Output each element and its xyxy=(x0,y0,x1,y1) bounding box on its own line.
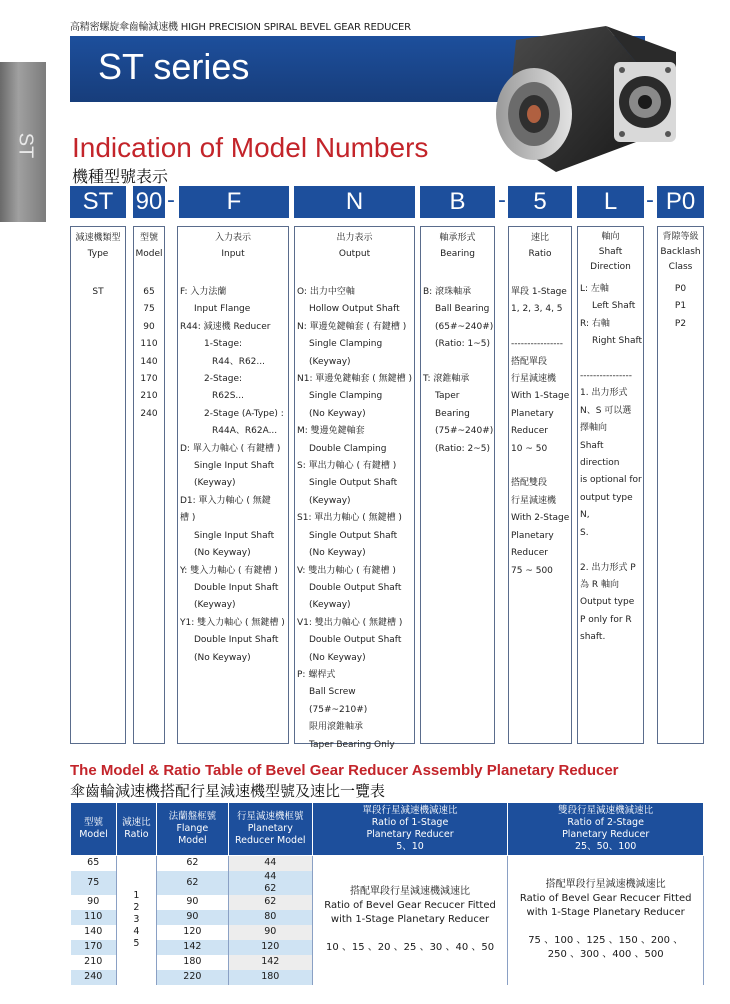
model-value: 75 xyxy=(143,304,155,315)
header-line: Ratio of 2-Stage xyxy=(567,817,644,828)
ratio-line: Planetary xyxy=(511,408,554,419)
table-title-en: The Model & Ratio Table of Bevel Gear Reducer Assembly Planetary Reducer xyxy=(70,762,619,779)
ratio-line: With 1-Stage xyxy=(511,391,570,402)
input-line: (No Keyway) xyxy=(194,548,251,559)
backlash-value: P0 xyxy=(674,284,687,294)
column-ratio xyxy=(508,226,572,744)
bearing-line: (Ratio: 2~5) xyxy=(435,443,491,454)
code-dash: - xyxy=(646,188,654,213)
column-head-line: Input xyxy=(221,249,245,259)
input-line: 槽 ) xyxy=(180,513,196,524)
header-line: Ratio of 1-Stage xyxy=(371,817,449,828)
code-bearing: B xyxy=(420,186,495,218)
ratio-line: 1, 2, 3, 4, 5 xyxy=(511,304,563,315)
column-head-line: Shaft xyxy=(598,247,623,257)
gearbox-illustration xyxy=(486,22,692,184)
column-head-line: 速比 xyxy=(530,233,549,243)
header-flange xyxy=(156,803,228,856)
stage-line: 搭配單段行星減速機減速比 xyxy=(545,879,666,891)
planetary-value: 62 xyxy=(264,882,277,894)
output-line: Single Output Shaft xyxy=(309,478,398,489)
output-line: Single Clamping xyxy=(309,339,383,350)
output-line: (No Keyway) xyxy=(309,548,366,559)
direction-line: 擇軸向 xyxy=(580,423,608,434)
direction-line: R: 右軸 xyxy=(580,318,610,329)
cell-planetary xyxy=(228,871,312,895)
column-type xyxy=(70,226,126,744)
bearing-line: T: 滾錐軸承 xyxy=(423,374,470,385)
header-line: Model xyxy=(178,835,207,846)
ratio-value: 3 xyxy=(133,914,140,926)
direction-line: L: 左軸 xyxy=(580,284,609,294)
cell-flange: 142 xyxy=(156,940,228,955)
direction-line: 1. 出力形式 xyxy=(580,388,628,399)
cell-flange: 120 xyxy=(156,925,228,940)
header-line: Planetary Reducer xyxy=(366,829,454,840)
output-line: Double Output Shaft xyxy=(309,582,402,593)
bearing-line: (75#~240#) xyxy=(435,426,494,437)
ratio-line: Planetary xyxy=(511,530,554,541)
cell-planetary: 142 xyxy=(228,955,312,970)
column-head-line: 出力表示 xyxy=(336,233,373,243)
header-stage1 xyxy=(312,803,508,856)
output-line: Double Clamping xyxy=(309,443,387,454)
input-line: R44: 減速機 Reducer xyxy=(180,321,271,332)
direction-line: P only for R xyxy=(580,614,632,625)
header-line: 單段行星減速機減速比 xyxy=(362,805,458,816)
input-line: D1: 單入力軸心 ( 無鍵 xyxy=(180,495,271,506)
ratio-line: 10 ~ 50 xyxy=(511,443,548,454)
cell-flange: 180 xyxy=(156,955,228,970)
header-line: 型號 xyxy=(83,817,103,828)
cell-ratio-list xyxy=(116,856,156,985)
column-head-line: Direction xyxy=(590,262,631,272)
model-value: 240 xyxy=(140,408,158,419)
output-line: O: 出力中空軸 xyxy=(297,287,355,297)
column-head-line: 型號 xyxy=(139,233,158,243)
direction-line: Left Shaft xyxy=(592,301,636,312)
stage-line: 10 、15 、20 、25 、30 、40 、50 xyxy=(325,942,495,954)
direction-line: output type N, xyxy=(580,492,633,521)
cell-flange: 90 xyxy=(156,895,228,910)
ratio-line: 行星減速機 xyxy=(511,495,557,506)
header-line: Planetary xyxy=(247,823,293,834)
table-row xyxy=(71,856,704,871)
input-line: Input Flange xyxy=(194,304,251,315)
direction-line: Shaft direction xyxy=(580,440,620,469)
section-title: Indication of Model Numbers xyxy=(72,132,429,163)
model-value: 110 xyxy=(140,339,158,350)
direction-line: is optional for xyxy=(580,475,642,486)
output-line: S: 單出力軸心 ( 有鍵槽 ) xyxy=(297,461,397,472)
table-title-zh: 傘齒輪減速機搭配行星減速機型號及速比一覽表 xyxy=(70,782,386,800)
cell-planetary: 80 xyxy=(228,910,312,925)
cell-planetary: 180 xyxy=(228,970,312,985)
input-line: Single Input Shaft xyxy=(194,530,275,541)
stage-line: with 1-Stage Planetary Reducer xyxy=(526,907,685,919)
output-line: V: 雙出力軸心 ( 有鍵槽 ) xyxy=(297,565,396,576)
side-tab xyxy=(0,62,46,222)
model-ratio-table xyxy=(70,802,704,985)
output-line: (No Keyway) xyxy=(309,408,366,419)
column-head-line: Class xyxy=(668,262,693,272)
cell-model: 170 xyxy=(71,940,117,955)
column-head-line: 入力表示 xyxy=(214,233,251,243)
ratio-line xyxy=(509,458,571,475)
input-line: (Keyway) xyxy=(194,478,236,489)
direction-line: S. xyxy=(580,527,589,538)
header-stage2 xyxy=(508,803,704,856)
direction-line: ---------------- xyxy=(580,371,632,382)
series-title: ST series xyxy=(98,46,250,87)
code-dash: - xyxy=(498,188,506,213)
code-direction: L xyxy=(577,186,644,218)
ratio-line: 搭配雙段 xyxy=(511,478,548,489)
model-value: 140 xyxy=(140,356,158,367)
ratio-line: ---------------- xyxy=(511,339,563,350)
code-ratio: 5 xyxy=(508,186,572,218)
input-line: 2-Stage (A-Type) : xyxy=(204,408,284,419)
column-bearing xyxy=(420,226,495,744)
cell-flange: 62 xyxy=(156,871,228,895)
input-line: Y1: 雙入力軸心 ( 無鍵槽 ) xyxy=(180,617,285,628)
code-type: ST xyxy=(70,186,126,218)
direction-line: Output type xyxy=(580,597,635,608)
direction-line: shaft. xyxy=(580,632,606,643)
header-line: 行星減速機框號 xyxy=(237,811,304,822)
backlash-value: P1 xyxy=(674,301,687,312)
column-head-line: 減速機類型 xyxy=(75,233,121,243)
ratio-value: 1 xyxy=(133,890,140,902)
cell-planetary: 120 xyxy=(228,940,312,955)
output-line: 限用滾錐軸承 xyxy=(309,722,364,733)
cell-model: 210 xyxy=(71,955,117,970)
bearing-line: (Ratio: 1~5) xyxy=(435,339,491,350)
column-backlash xyxy=(657,226,704,744)
bearing-line: Ball Bearing xyxy=(435,304,490,315)
header-line: 減速比 xyxy=(122,817,151,828)
header-line: Flange xyxy=(176,823,209,834)
direction-line: Right Shaft xyxy=(592,336,643,347)
bearing-line: Taper xyxy=(435,391,460,402)
planetary-value: 44 xyxy=(264,870,277,882)
cell-planetary: 90 xyxy=(228,925,312,940)
stage-line xyxy=(313,927,508,941)
column-head-line: Backlash xyxy=(660,247,701,257)
bearing-line: Bearing xyxy=(435,408,470,419)
ratio-line xyxy=(509,319,571,336)
top-subtitle: 高精密螺旋傘齒輪減速機 HIGH PRECISION SPIRAL BEVEL GEAR REDUCER xyxy=(70,22,411,33)
cell-model: 240 xyxy=(71,970,117,985)
column-head-line: Type xyxy=(87,249,109,259)
column-head-line: 背隙等級 xyxy=(662,232,699,242)
cell-model: 140 xyxy=(71,925,117,940)
side-tab-label: ST xyxy=(14,132,37,159)
direction-line: 2. 出力形式 P xyxy=(580,562,636,573)
header-line: 25、50、100 xyxy=(575,841,637,852)
stage-line: 250 、300 、400 、500 xyxy=(547,949,664,961)
stage-line xyxy=(508,920,703,934)
cell-flange: 90 xyxy=(156,910,228,925)
ratio-line: With 2-Stage xyxy=(511,513,570,524)
column-head-line: Output xyxy=(338,249,371,259)
stage-line: with 1-Stage Planetary Reducer xyxy=(330,914,490,926)
output-line: (No Keyway) xyxy=(309,652,366,663)
cell-model: 65 xyxy=(71,856,117,871)
cell-model: 90 xyxy=(71,895,117,910)
output-line: S1: 單出力軸心 ( 無鍵槽 ) xyxy=(297,513,402,524)
model-value: 90 xyxy=(143,321,155,332)
output-line: Single Clamping xyxy=(309,391,383,402)
cell-stage2-ratios xyxy=(508,856,704,985)
header-line: 法蘭盤框號 xyxy=(168,811,217,822)
header-line: Planetary Reducer xyxy=(562,829,650,840)
header-line: 5、10 xyxy=(396,841,424,852)
input-line: F: 入力法蘭 xyxy=(180,287,227,297)
code-model: 90 xyxy=(133,186,165,218)
cell-stage1-ratios xyxy=(312,856,508,985)
direction-line: 為 R 軸向 xyxy=(580,579,619,590)
code-backlash: P0 xyxy=(657,186,704,218)
column-output xyxy=(294,226,415,750)
output-line: M: 雙邊免鍵軸套 xyxy=(297,426,365,437)
output-line: Taper Bearing Only xyxy=(309,739,395,750)
stage-line: 75 、100 、125 、150 、200 、 xyxy=(528,935,684,947)
bearing-line: (65#~240#) xyxy=(435,321,494,332)
code-dash: - xyxy=(167,188,175,213)
output-line: V1: 雙出力軸心 ( 無鍵槽 ) xyxy=(297,617,403,628)
header-line: Ratio xyxy=(124,829,149,840)
output-line: (Keyway) xyxy=(309,600,351,611)
header-ratio xyxy=(116,803,156,856)
model-value: 210 xyxy=(140,391,158,402)
cell-model: 110 xyxy=(71,910,117,925)
output-line: N: 單邊免鍵軸套 ( 有鍵槽 ) xyxy=(297,321,407,332)
model-value: 170 xyxy=(140,374,158,385)
ratio-line: Reducer xyxy=(511,426,548,437)
ratio-value: 5 xyxy=(133,938,140,950)
input-line: (No Keyway) xyxy=(194,652,251,663)
cell-planetary: 44 xyxy=(228,856,312,871)
bearing-line xyxy=(421,354,494,371)
cell-planetary: 62 xyxy=(228,895,312,910)
input-line: Y: 雙入力軸心 ( 有鍵槽 ) xyxy=(180,565,278,576)
direction-line: N、S 可以選 xyxy=(580,405,632,416)
header-line: 雙段行星減速機減速比 xyxy=(558,805,654,816)
input-line: Double Input Shaft xyxy=(194,635,279,646)
column-head-line: 軸向 xyxy=(601,232,620,242)
direction-line xyxy=(578,351,643,368)
code-input: F xyxy=(179,186,289,218)
output-line: (Keyway) xyxy=(309,356,351,367)
stage-line: Ratio of Bevel Gear Recucer Fitted xyxy=(519,893,692,905)
column-direction xyxy=(577,226,644,744)
column-head-line: Ratio xyxy=(528,249,552,259)
output-line: Single Output Shaft xyxy=(309,530,398,541)
column-head-line: Model xyxy=(135,249,163,259)
column-model xyxy=(133,226,165,744)
ratio-value: 2 xyxy=(133,902,140,914)
input-line: Single Input Shaft xyxy=(194,461,275,472)
ratio-line: 行星減速機 xyxy=(511,374,557,385)
input-line: R44、R62... xyxy=(212,356,265,367)
output-line: Double Output Shaft xyxy=(309,635,402,646)
output-line: Hollow Output Shaft xyxy=(309,304,400,315)
type-value: ST xyxy=(92,287,104,297)
stage-line: Ratio of Bevel Gear Recucer Fitted xyxy=(324,900,496,912)
input-line: Double Input Shaft xyxy=(194,582,279,593)
input-line: R62S... xyxy=(212,391,245,402)
ratio-line: 75 ~ 500 xyxy=(511,565,553,576)
input-line: R44A、R62A... xyxy=(212,426,278,437)
input-line: (Keyway) xyxy=(194,600,236,611)
output-line: N1: 單邊免鍵軸套 ( 無鍵槽 ) xyxy=(297,374,412,385)
input-line: 2-Stage: xyxy=(204,374,243,385)
code-output: N xyxy=(294,186,415,218)
input-line: 1-Stage: xyxy=(204,339,243,350)
section-subtitle: 機種型號表示 xyxy=(72,167,169,186)
bearing-line: B: 滾珠軸承 xyxy=(423,287,472,297)
output-line: Ball Screw (75#~210#) xyxy=(309,687,368,715)
ratio-line: Reducer xyxy=(511,548,548,559)
input-line: D: 單入力軸心 ( 有鍵槽 ) xyxy=(180,443,281,454)
header-planetary xyxy=(228,803,312,856)
ratio-line: 單段 1-Stage xyxy=(511,287,567,297)
header-model xyxy=(71,803,117,856)
column-input xyxy=(177,226,289,744)
header-line: Reducer Model xyxy=(234,835,306,846)
header-line: Model xyxy=(79,829,108,840)
model-value: 65 xyxy=(143,287,155,297)
ratio-line: 搭配單段 xyxy=(511,356,548,367)
cell-flange: 220 xyxy=(156,970,228,985)
stage-line: 搭配單段行星減速機減速比 xyxy=(350,886,471,898)
output-line: (Keyway) xyxy=(309,495,351,506)
cell-flange: 62 xyxy=(156,856,228,871)
backlash-value: P2 xyxy=(674,318,687,329)
direction-line xyxy=(578,542,643,559)
ratio-value: 4 xyxy=(133,926,140,938)
cell-model: 75 xyxy=(71,871,117,895)
output-line: P: 螺桿式 xyxy=(297,669,336,680)
column-head-line: Bearing xyxy=(440,249,475,259)
column-head-line: 軸承形式 xyxy=(439,233,476,243)
